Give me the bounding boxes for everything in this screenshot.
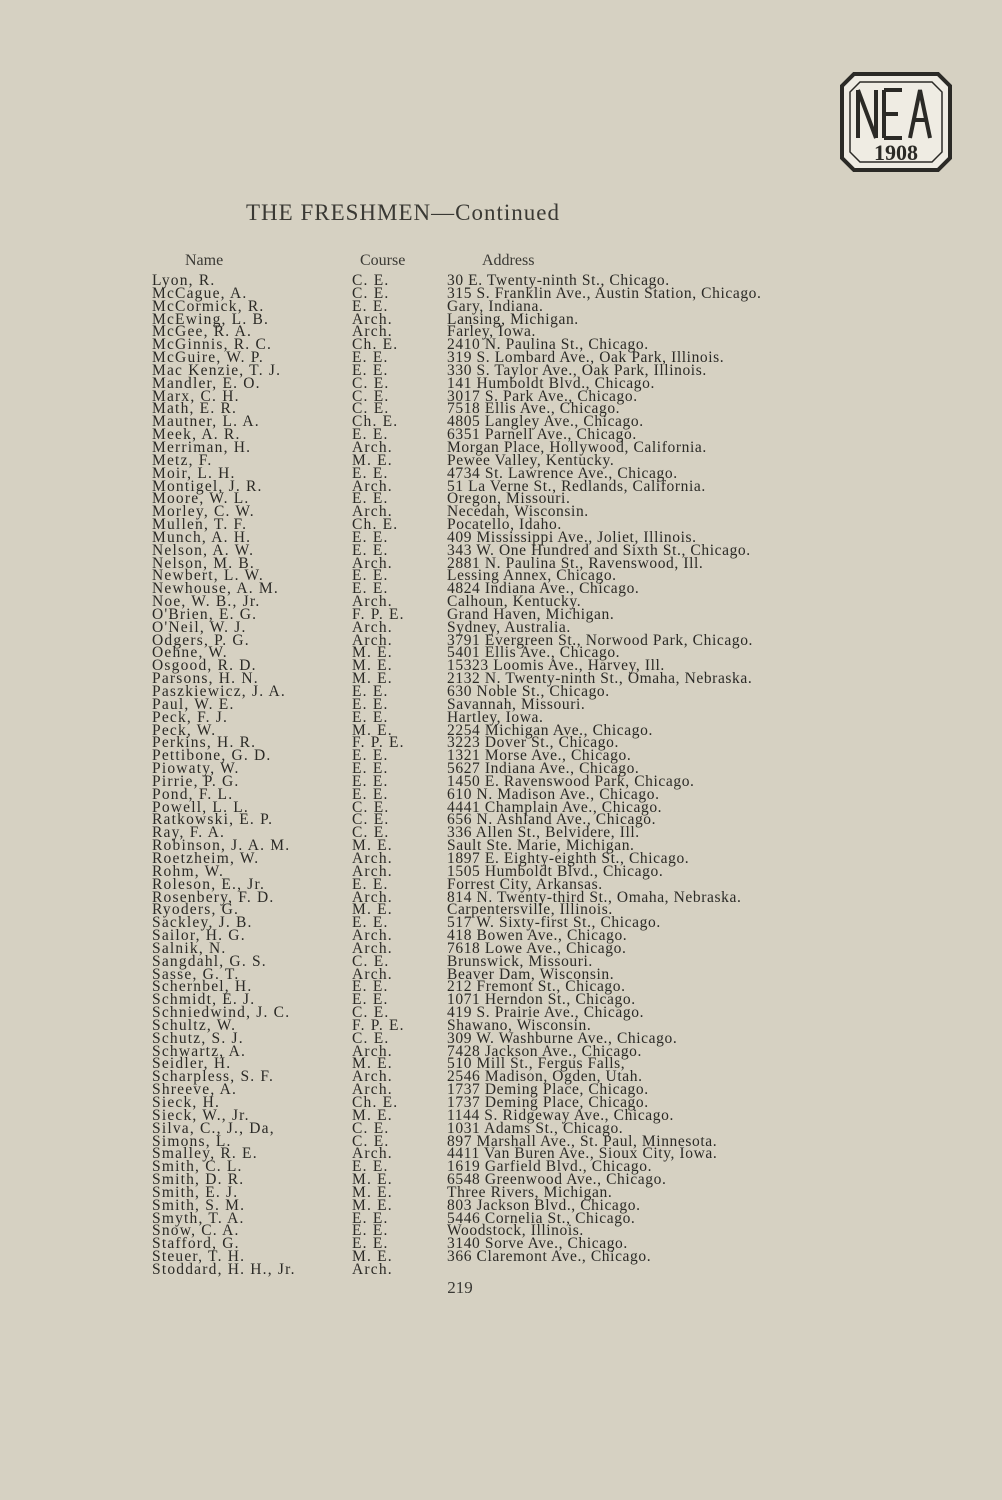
student-name: Schernbel, H. xyxy=(152,978,253,996)
student-name: Osgood, R. D. xyxy=(152,657,257,675)
student-course: M. E. xyxy=(352,644,393,662)
student-name: Sangdahl, G. S. xyxy=(152,952,267,970)
student-address: 3223 Dover St., Chicago. xyxy=(447,734,619,752)
student-name: Salnik, N. xyxy=(152,939,227,957)
student-course: Ch. E. xyxy=(352,1094,399,1111)
student-course: E. E. xyxy=(352,978,389,996)
student-course: E. E. xyxy=(352,760,389,778)
student-name: Sieck, W., Jr. xyxy=(152,1106,250,1124)
student-address: 2881 N. Paulina St., Ravenswood, Ill. xyxy=(447,554,704,572)
student-course: Arch. xyxy=(352,1042,393,1060)
student-address: Grand Haven, Michigan. xyxy=(447,605,615,623)
student-address: 4411 Van Buren Ave., Sioux City, Iowa. xyxy=(447,1145,718,1163)
student-address: 1071 Herndon St., Chicago. xyxy=(447,991,636,1009)
student-course: E. E. xyxy=(352,464,389,482)
student-address: 630 Noble St., Chicago. xyxy=(447,683,610,700)
student-name: Merriman, H. xyxy=(152,438,252,456)
student-name: Smith, C. L. xyxy=(152,1158,243,1176)
student-address: 51 La Verne St., Redlands, California. xyxy=(447,477,706,495)
student-address: 1505 Humboldt Blvd., Chicago. xyxy=(447,862,664,880)
student-course: M. E. xyxy=(352,721,393,739)
student-name: Shreeve, A. xyxy=(152,1081,238,1099)
student-name: Roetzheim, W. xyxy=(152,849,260,867)
student-name: Ryoders, G. xyxy=(152,901,240,919)
student-name: Nelson, M. B. xyxy=(152,554,256,572)
student-name: O'Neil, W. J. xyxy=(152,618,247,636)
student-address: 5627 Indiana Ave., Chicago. xyxy=(447,760,640,778)
student-name: Paul, W. E. xyxy=(152,695,235,713)
student-name: McEwing, L. B. xyxy=(152,310,270,328)
student-course: C. E. xyxy=(352,1132,390,1150)
column-header-course: Course xyxy=(360,252,406,269)
student-name: Montigel, J. R. xyxy=(152,477,263,495)
student-name: Metz, F. xyxy=(152,451,213,469)
student-name: Smyth, T. A. xyxy=(152,1209,245,1227)
student-address: 315 S. Franklin Ave., Austin Station, Chicago. xyxy=(447,284,762,302)
student-name: Schmidt, E. J. xyxy=(152,991,256,1009)
student-address: 330 S. Taylor Ave., Oak Park, Illinois. xyxy=(447,361,707,379)
student-address: Gary, Indiana. xyxy=(447,297,544,315)
student-address: Morgan Place, Hollywood, California. xyxy=(447,438,707,456)
student-name: Moore, W. L. xyxy=(152,490,250,508)
student-name: Perkins, H. R. xyxy=(152,734,257,752)
student-address: 2546 Madison, Ogden, Utah. xyxy=(447,1068,643,1086)
student-course: E. E. xyxy=(352,567,389,585)
column-header-address: Address xyxy=(482,252,535,269)
student-name: McGee, R. A. xyxy=(152,323,253,341)
student-address: Necedah, Wisconsin. xyxy=(447,503,589,521)
column-header-name: Name xyxy=(185,252,224,269)
student-name: Mac Kenzie, T. J. xyxy=(152,361,282,379)
student-course: M. E. xyxy=(352,657,393,675)
student-address: Lansing, Michigan. xyxy=(447,310,579,328)
student-address: 419 S. Prairie Ave., Chicago. xyxy=(447,1004,645,1022)
student-course: M. E. xyxy=(352,901,393,919)
student-name: McGuire, W. P. xyxy=(152,349,264,367)
student-address: Pocatello, Idaho. xyxy=(447,516,562,534)
student-name: Munch, A. H. xyxy=(152,528,252,546)
student-course: E. E. xyxy=(352,708,389,726)
list-item xyxy=(0,1248,1002,1266)
student-course: C. E. xyxy=(352,798,390,816)
student-name: Pettibone, G. D. xyxy=(152,747,272,765)
student-course: M. E. xyxy=(352,1055,393,1073)
student-name: Noe, W. B., Jr. xyxy=(152,593,261,611)
student-address: 510 Mill St., Fergus Falls, xyxy=(447,1055,626,1073)
student-address: 610 N. Madison Ave., Chicago. xyxy=(447,785,660,803)
student-name: Odgers, P. G. xyxy=(152,631,250,649)
student-address: 15323 Loomis Ave., Harvey, Ill. xyxy=(447,657,665,675)
student-course: Arch. xyxy=(352,593,393,611)
student-name: Scharpless, S. F. xyxy=(152,1068,275,1086)
student-address: 3017 S. Park Ave., Chicago. xyxy=(447,387,638,405)
student-name: Ray, F. A. xyxy=(152,824,226,842)
student-address: 4441 Champlain Ave., Chicago. xyxy=(447,798,663,816)
student-course: Arch. xyxy=(352,1068,393,1086)
student-name: Sasse, G. T. xyxy=(152,965,240,983)
student-name: McCague, A. xyxy=(152,284,248,302)
yearbook-logo xyxy=(840,70,952,174)
student-name: Pirrie, P. G. xyxy=(152,772,240,790)
student-course: Arch. xyxy=(352,927,393,945)
student-course: M. E. xyxy=(352,670,393,688)
student-address: 5401 Ellis Ave., Chicago. xyxy=(447,644,621,662)
student-address: 409 Mississippi Ave., Joliet, Illinois. xyxy=(447,528,697,546)
student-address: Woodstock, Illinois. xyxy=(447,1222,584,1240)
student-course: Arch. xyxy=(352,438,393,456)
student-address: 4824 Indiana Ave., Chicago. xyxy=(447,580,640,598)
student-name: Silva, C., J., Da, xyxy=(152,1119,275,1137)
student-name: Stafford, G. xyxy=(152,1235,240,1253)
student-address: Shawano, Wisconsin. xyxy=(447,1016,592,1034)
student-address: 366 Claremont Ave., Chicago. xyxy=(447,1248,652,1266)
student-name: Schniedwind, J. C. xyxy=(152,1004,291,1022)
student-address: Pewee Valley, Kentucky. xyxy=(447,451,615,469)
student-name: Rosenbery, F. D. xyxy=(152,888,275,906)
student-name: Ratkowski, E. P. xyxy=(152,811,274,829)
list-item xyxy=(0,1260,1002,1278)
student-name: Meek, A. R. xyxy=(152,426,241,444)
student-address: 1144 S. Ridgeway Ave., Chicago. xyxy=(447,1106,674,1124)
student-name: Oehne, W. xyxy=(152,644,228,662)
student-course: E. E. xyxy=(352,991,389,1009)
student-name: Paszkiewicz, J. A. xyxy=(152,683,286,700)
student-course: F. P. E. xyxy=(352,605,405,623)
student-address: Calhoun, Kentucky. xyxy=(447,593,582,611)
student-address: 656 N. Ashland Ave., Chicago. xyxy=(447,811,657,829)
student-course: E. E. xyxy=(352,772,389,790)
student-course: Arch. xyxy=(352,939,393,957)
student-name: Sackley, J. B. xyxy=(152,914,253,932)
student-address: 3140 Sorve Ave., Chicago. xyxy=(447,1235,628,1253)
student-course: C. E. xyxy=(352,1119,390,1137)
student-address: 1897 E. Eighty-eighth St., Chicago. xyxy=(447,849,690,867)
student-address: 336 Allen St., Belvidere, Ill. xyxy=(447,824,640,842)
student-name: Mautner, L. A. xyxy=(152,413,260,431)
student-name: Mullen, T. F. xyxy=(152,516,248,534)
student-name: Smith, E. J. xyxy=(152,1183,239,1201)
student-course: M. E. xyxy=(352,1196,393,1214)
student-course: E. E. xyxy=(352,875,389,893)
student-name: Parsons, H. N. xyxy=(152,670,259,688)
student-address: Beaver Dam, Wisconsin. xyxy=(447,965,615,983)
student-course: M. E. xyxy=(352,451,393,469)
student-address: 1737 Deming Place, Chicago. xyxy=(447,1081,649,1099)
student-course: E. E. xyxy=(352,1235,389,1253)
student-course: C. E. xyxy=(352,387,390,405)
student-address: 2132 N. Twenty-ninth St., Omaha, Nebraska. xyxy=(447,670,753,688)
student-address: 7618 Lowe Ave., Chicago. xyxy=(447,939,627,957)
student-course: F. P. E. xyxy=(352,1016,405,1034)
student-name: Newbert, L. W. xyxy=(152,567,264,585)
student-name: Smalley, R. E. xyxy=(152,1145,258,1163)
student-course: Arch. xyxy=(352,631,393,649)
student-address: Sault Ste. Marie, Michigan. xyxy=(447,837,635,855)
student-address: Sydney, Australia. xyxy=(447,618,571,636)
student-name: O'Brien, E. G. xyxy=(152,605,258,623)
student-course: C. E. xyxy=(352,400,390,418)
student-name: Marx, C. H. xyxy=(152,387,240,405)
student-name: Roleson, E., Jr. xyxy=(152,875,266,893)
student-name: Piowaty, W. xyxy=(152,760,240,778)
student-course: Arch. xyxy=(352,323,393,341)
student-course: C. E. xyxy=(352,952,390,970)
student-address: Farley, Iowa. xyxy=(447,323,537,341)
student-course: Arch. xyxy=(352,862,393,880)
student-name: Seidler, H. xyxy=(152,1055,232,1073)
student-course: Ch. E. xyxy=(352,516,399,534)
student-course: Arch. xyxy=(352,503,393,521)
student-course: M. E. xyxy=(352,837,393,855)
student-address: 6351 Parnell Ave., Chicago. xyxy=(447,426,637,444)
student-course: E. E. xyxy=(352,683,389,700)
student-course: C. E. xyxy=(352,1029,390,1047)
student-address: 1321 Morse Ave., Chicago. xyxy=(447,747,632,765)
student-course: E. E. xyxy=(352,747,389,765)
student-course: C. E. xyxy=(352,284,390,302)
student-name: Robinson, J. A. M. xyxy=(152,837,291,855)
student-course: Arch. xyxy=(352,554,393,572)
student-course: C. E. xyxy=(352,824,390,842)
student-name: Schutz, S. J. xyxy=(152,1029,244,1047)
student-course: E. E. xyxy=(352,695,389,713)
student-address: 4805 Langley Ave., Chicago. xyxy=(447,413,644,431)
student-address: 418 Bowen Ave., Chicago. xyxy=(447,927,628,945)
student-address: Savannah, Missouri. xyxy=(447,695,586,713)
student-name: Peck, W. xyxy=(152,721,217,739)
student-course: Arch. xyxy=(352,310,393,328)
student-name: Mandler, E. O. xyxy=(152,374,261,392)
student-course: Arch. xyxy=(352,1081,393,1099)
page-title: THE FRESHMEN—Continued xyxy=(246,200,560,225)
student-name: McGinnis, R. C. xyxy=(152,336,273,354)
student-name: Sieck, H. xyxy=(152,1094,221,1111)
student-course: E. E. xyxy=(352,297,389,315)
student-course: E. E. xyxy=(352,361,389,379)
student-name: Steuer, T. H. xyxy=(152,1248,246,1266)
student-course: Arch. xyxy=(352,1145,393,1163)
student-course: Arch. xyxy=(352,888,393,906)
student-course: E. E. xyxy=(352,528,389,546)
student-address: 4734 St. Lawrence Ave., Chicago. xyxy=(447,464,678,482)
student-name: Moir, L. H. xyxy=(152,464,236,482)
student-course: E. E. xyxy=(352,541,389,559)
student-name: Schwartz, A. xyxy=(152,1042,247,1060)
student-course: Arch. xyxy=(352,1260,393,1278)
student-course: E. E. xyxy=(352,1222,389,1240)
student-list xyxy=(0,274,1002,1276)
student-name: Rohm, W. xyxy=(152,862,225,880)
student-course: M. E. xyxy=(352,1106,393,1124)
student-address: 7428 Jackson Ave., Chicago. xyxy=(447,1042,642,1060)
student-course: E. E. xyxy=(352,1158,389,1176)
student-name: Pond, F. L. xyxy=(152,785,234,803)
student-course: E. E. xyxy=(352,785,389,803)
student-address: 814 N. Twenty-third St., Omaha, Nebraska. xyxy=(447,888,742,906)
logo-emblem-icon xyxy=(840,70,952,174)
student-course: M. E. xyxy=(352,1248,393,1266)
student-address: 30 E. Twenty-ninth St., Chicago. xyxy=(447,272,670,289)
student-name: Stoddard, H. H., Jr. xyxy=(152,1260,296,1278)
student-course: Ch. E. xyxy=(352,413,399,431)
student-address: 1450 E. Ravenswood Park, Chicago. xyxy=(447,772,695,790)
student-course: E. E. xyxy=(352,914,389,932)
student-address: 3791 Evergreen St., Norwood Park, Chicago. xyxy=(447,631,754,649)
page-number: 219 xyxy=(447,1278,473,1297)
student-address: 6548 Greenwood Ave., Chicago. xyxy=(447,1171,667,1189)
student-address: 309 W. Washburne Ave., Chicago. xyxy=(447,1029,678,1047)
student-course: C. E. xyxy=(352,1004,390,1022)
student-course: E. E. xyxy=(352,349,389,367)
student-name: Smith, D. R. xyxy=(152,1171,245,1189)
student-address: 897 Marshall Ave., St. Paul, Minnesota. xyxy=(447,1132,718,1150)
student-address: 141 Humboldt Blvd., Chicago. xyxy=(447,374,655,392)
student-name: Schultz, W. xyxy=(152,1016,237,1034)
student-name: Morley, C. W. xyxy=(152,503,255,521)
student-name: McCormick, R. xyxy=(152,297,265,315)
student-course: C. E. xyxy=(352,811,390,829)
student-name: Peck, F. J. xyxy=(152,708,229,726)
student-address: 212 Fremont St., Chicago. xyxy=(447,978,626,996)
student-course: Arch. xyxy=(352,477,393,495)
student-address: Brunswick, Missouri. xyxy=(447,952,593,970)
student-name: Powell, L. L. xyxy=(152,798,249,816)
student-address: Oregon, Missouri. xyxy=(447,490,571,508)
student-address: Forrest City, Arkansas. xyxy=(447,875,603,893)
student-name: Lyon, R. xyxy=(152,272,216,289)
student-name: Smith, S. M. xyxy=(152,1196,246,1214)
student-course: E. E. xyxy=(352,580,389,598)
student-address: 5446 Cornelia St., Chicago. xyxy=(447,1209,636,1227)
student-address: 517 W. Sixty-first St., Chicago. xyxy=(447,914,661,932)
student-name: Sailor, H. G. xyxy=(152,927,246,945)
student-name: Snow, C. A. xyxy=(152,1222,240,1240)
student-address: 2410 N. Paulina St., Chicago. xyxy=(447,336,649,354)
student-address: 803 Jackson Blvd., Chicago. xyxy=(447,1196,641,1214)
student-address: 1619 Garfield Blvd., Chicago. xyxy=(447,1158,653,1176)
student-course: E. E. xyxy=(352,1209,389,1227)
student-course: E. E. xyxy=(352,490,389,508)
student-address: 1031 Adams St., Chicago. xyxy=(447,1119,624,1137)
student-address: Three Rivers, Michigan. xyxy=(447,1183,613,1201)
student-course: C. E. xyxy=(352,374,390,392)
student-address: Hartley, Iowa. xyxy=(447,708,544,726)
student-name: Math, E. R. xyxy=(152,400,238,418)
student-address: 2254 Michigan Ave., Chicago. xyxy=(447,721,653,739)
student-name: Newhouse, A. M. xyxy=(152,580,279,598)
student-course: Arch. xyxy=(352,618,393,636)
student-course: M. E. xyxy=(352,1171,393,1189)
student-address: Carpentersville, Illinois. xyxy=(447,901,613,919)
student-course: C. E. xyxy=(352,272,390,289)
student-address: 1737 Deming Place, Chicago. xyxy=(447,1094,649,1111)
svg-text:1908: 1908 xyxy=(874,140,918,165)
student-name: Nelson, A. W. xyxy=(152,541,255,559)
student-course: Ch. E. xyxy=(352,336,399,354)
student-address: 7518 Ellis Ave., Chicago. xyxy=(447,400,621,418)
student-course: Arch. xyxy=(352,965,393,983)
student-course: Arch. xyxy=(352,849,393,867)
student-course: E. E. xyxy=(352,426,389,444)
student-address: Lessing Annex, Chicago. xyxy=(447,567,617,585)
student-course: M. E. xyxy=(352,1183,393,1201)
student-address: 343 W. One Hundred and Sixth St., Chicago. xyxy=(447,541,751,559)
student-name: Simons, L. xyxy=(152,1132,232,1150)
student-address: 319 S. Lombard Ave., Oak Park, Illinois. xyxy=(447,349,725,367)
student-course: F. P. E. xyxy=(352,734,405,752)
